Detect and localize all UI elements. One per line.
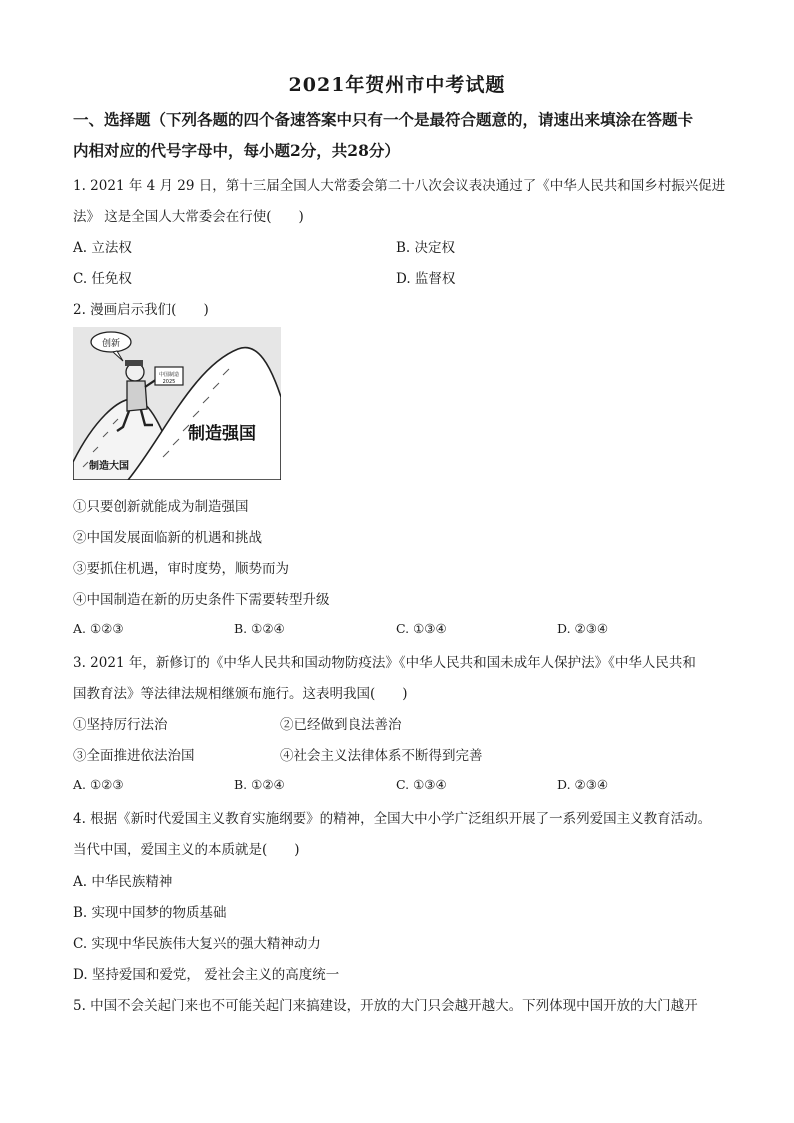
q2-option-a: A. ①②③	[73, 621, 124, 636]
comic-big-text: 制造强国	[188, 424, 256, 444]
q4-option-a: A. 中华民族精神	[73, 874, 173, 890]
q3-statement-2: ②已经做到良法善治	[280, 717, 402, 733]
q4-stem-line1: 4. 根据《新时代爱国主义教育实施纲要》的精神，全国大中小学广泛组织开展了一系列爱国主义教育活动。	[73, 811, 712, 827]
q2-option-d: D. ②③④	[557, 621, 609, 636]
q3-option-d: D. ②③④	[557, 777, 609, 792]
q2-statement-1: ①只要创新就能成为制造强国	[73, 499, 249, 515]
comic-sign-line2: 2025	[162, 379, 176, 385]
section-heading-line1: 一、选择题（下列各题的四个备速答案中只有一个是最符合题意的，请速出来填涂在答题卡	[73, 110, 694, 129]
q2-statement-3: ③要抓住机遇，审时度势，顺势而为	[73, 561, 289, 577]
section-heading	[73, 104, 733, 166]
q3-option-c: C. ①③④	[396, 777, 447, 792]
q4-stem-line2: 当代中国，爱国主义的本质就是( )	[73, 842, 300, 858]
q1-stem-line1: 1. 2021 年 4 月 29 日，第十三届全国人大常委会第二十八次会议表决通过了《中华人民共和国乡村振兴促进	[73, 178, 726, 194]
comic-sign-line1: 中国制造	[158, 372, 180, 378]
q5-stem-line1: 5. 中国不会关起门来也不可能关起门来搞建设，开放的大门只会越开越大。下列体现中国开放的大门越开	[73, 998, 698, 1014]
q1-option-b: B. 决定权	[396, 240, 456, 256]
q4-option-b: B. 实现中国梦的物质基础	[73, 905, 227, 921]
q3-statement-4: ④社会主义法律体系不断得到完善	[280, 748, 483, 764]
q3-statement-1: ①坚持厉行法治	[73, 717, 168, 733]
q2-option-c: C. ①③④	[396, 621, 447, 636]
q1-stem-line2: 法》 这是全国人大常委会在行使( )	[73, 209, 304, 225]
q1-option-a: A. 立法权	[73, 240, 132, 256]
q2-option-b: B. ①②④	[234, 621, 285, 636]
q2-comic-image	[73, 327, 281, 480]
q3-option-a: A. ①②③	[73, 777, 124, 792]
section-heading-line2: 内相对应的代号字母中，每小题2分，共28分）	[73, 141, 400, 160]
comic-small-text: 制造大国	[89, 461, 129, 472]
q3-stem-line2: 国教育法》等法律法规相继颁布施行。这表明我国( )	[73, 686, 408, 702]
q1-option-d: D. 监督权	[396, 271, 456, 287]
q3-statement-3: ③全面推进依法治国	[73, 748, 195, 764]
q2-statement-2: ②中国发展面临新的机遇和挑战	[73, 530, 262, 546]
q2-stem: 2. 漫画启示我们( )	[73, 302, 209, 318]
q3-option-b: B. ①②④	[234, 777, 285, 792]
q2-statement-4: ④中国制造在新的历史条件下需要转型升级	[73, 592, 330, 608]
q1-option-c: C. 任免权	[73, 271, 132, 287]
q4-option-c: C. 实现中华民族伟大复兴的强大精神动力	[73, 936, 321, 952]
page-title: 2021年贺州市中考试题	[288, 74, 506, 96]
comic-bubble-text: 创新	[101, 339, 121, 349]
q3-stem-line1: 3. 2021 年，新修订的《中华人民共和国动物防疫法》《中华人民共和国未成年人保护法》《中华人民共和	[73, 655, 696, 671]
q4-option-d: D. 坚持爱国和爱党， 爱社会主义的高度统一	[73, 967, 340, 983]
